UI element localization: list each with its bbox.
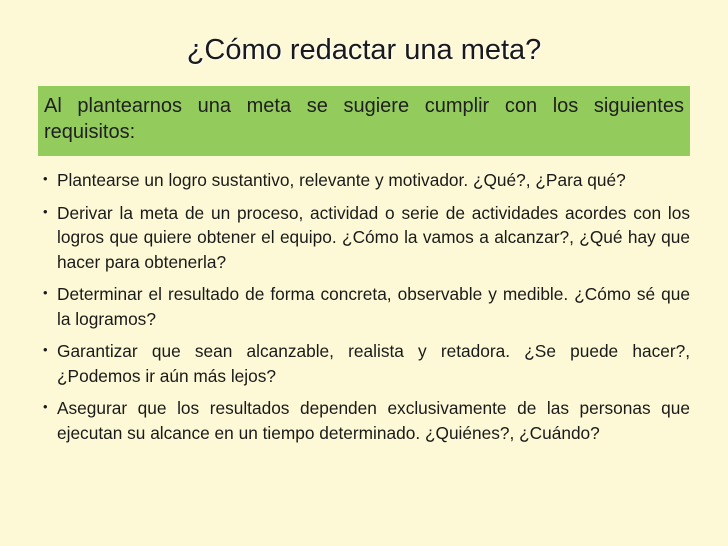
- slide-title: ¿Cómo redactar una meta?: [186, 34, 542, 66]
- intro-box: [38, 86, 690, 156]
- list-item-text: Derivar la meta de un proceso, actividad o serie de actividades acordes con los logros que quiere obtener el equipo. ¿Cómo la vamos a alcanzar?, ¿Qué hay que hacer para obtenerla?: [57, 202, 690, 272]
- list-item-text: Garantizar que sean alcanzable, realista y retadora. ¿Se puede hacer?, ¿Podemos ir aún más lejos?: [57, 341, 690, 386]
- bullet-icon: •: [43, 285, 48, 300]
- list-item-text: Plantearse un logro sustantivo, relevante y motivador. ¿Qué?, ¿Para qué?: [57, 170, 626, 190]
- requirements-list: [40, 168, 690, 453]
- list-item: [40, 282, 690, 331]
- list-item-text: Determinar el resultado de forma concreta, observable y medible. ¿Cómo sé que la logramos?: [57, 284, 690, 329]
- list-item: [40, 396, 690, 445]
- bullet-icon: •: [43, 171, 48, 186]
- bullet-icon: •: [43, 342, 48, 357]
- bullet-icon: •: [43, 203, 48, 219]
- bullet-icon: •: [43, 399, 48, 414]
- list-item: [40, 168, 690, 193]
- list-item: [40, 201, 690, 275]
- intro-text: Al plantearnos una meta se sugiere cumplir con los siguientes requisitos:: [44, 95, 684, 143]
- list-item: [40, 339, 690, 388]
- list-item-text: Asegurar que los resultados dependen exclusivamente de las personas que ejecutan su alcance en un tiempo determinado. ¿Quiénes?, ¿Cuándo?: [57, 398, 690, 443]
